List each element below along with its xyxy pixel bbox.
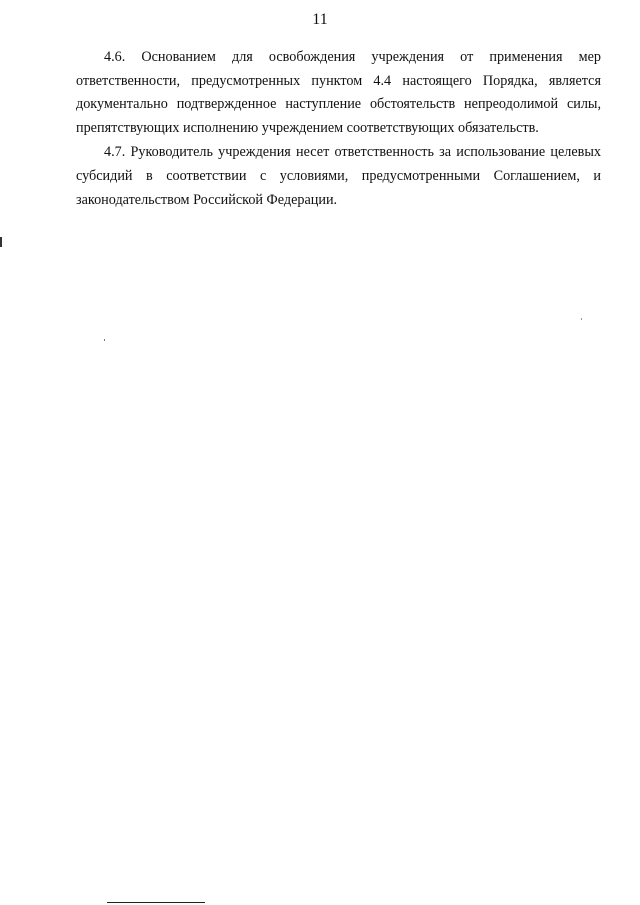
scan-speck: [581, 318, 582, 320]
document-body: [76, 46, 601, 212]
scan-edge-mark: [0, 237, 2, 247]
paragraph-4-6: 4.6. Основанием для освобождения учреждения от применения мер ответственности, предусмотренных пунктом 4.4 настоящего Порядка, является документально подтвержденное наступление обстоятельств непреодолимой силы, препятствующих исполнению учреждением соответствующих обязательств.: [76, 49, 601, 136]
scan-speck: [104, 339, 105, 341]
page-number: 11: [312, 11, 328, 28]
footnote-separator: [107, 902, 205, 903]
paragraph-4-7: 4.7. Руководитель учреждения несет ответственность за использование целевых субсидий в соответствии с условиями, предусмотренными Соглашением, и законодательством Российской Федерации.: [76, 144, 601, 208]
